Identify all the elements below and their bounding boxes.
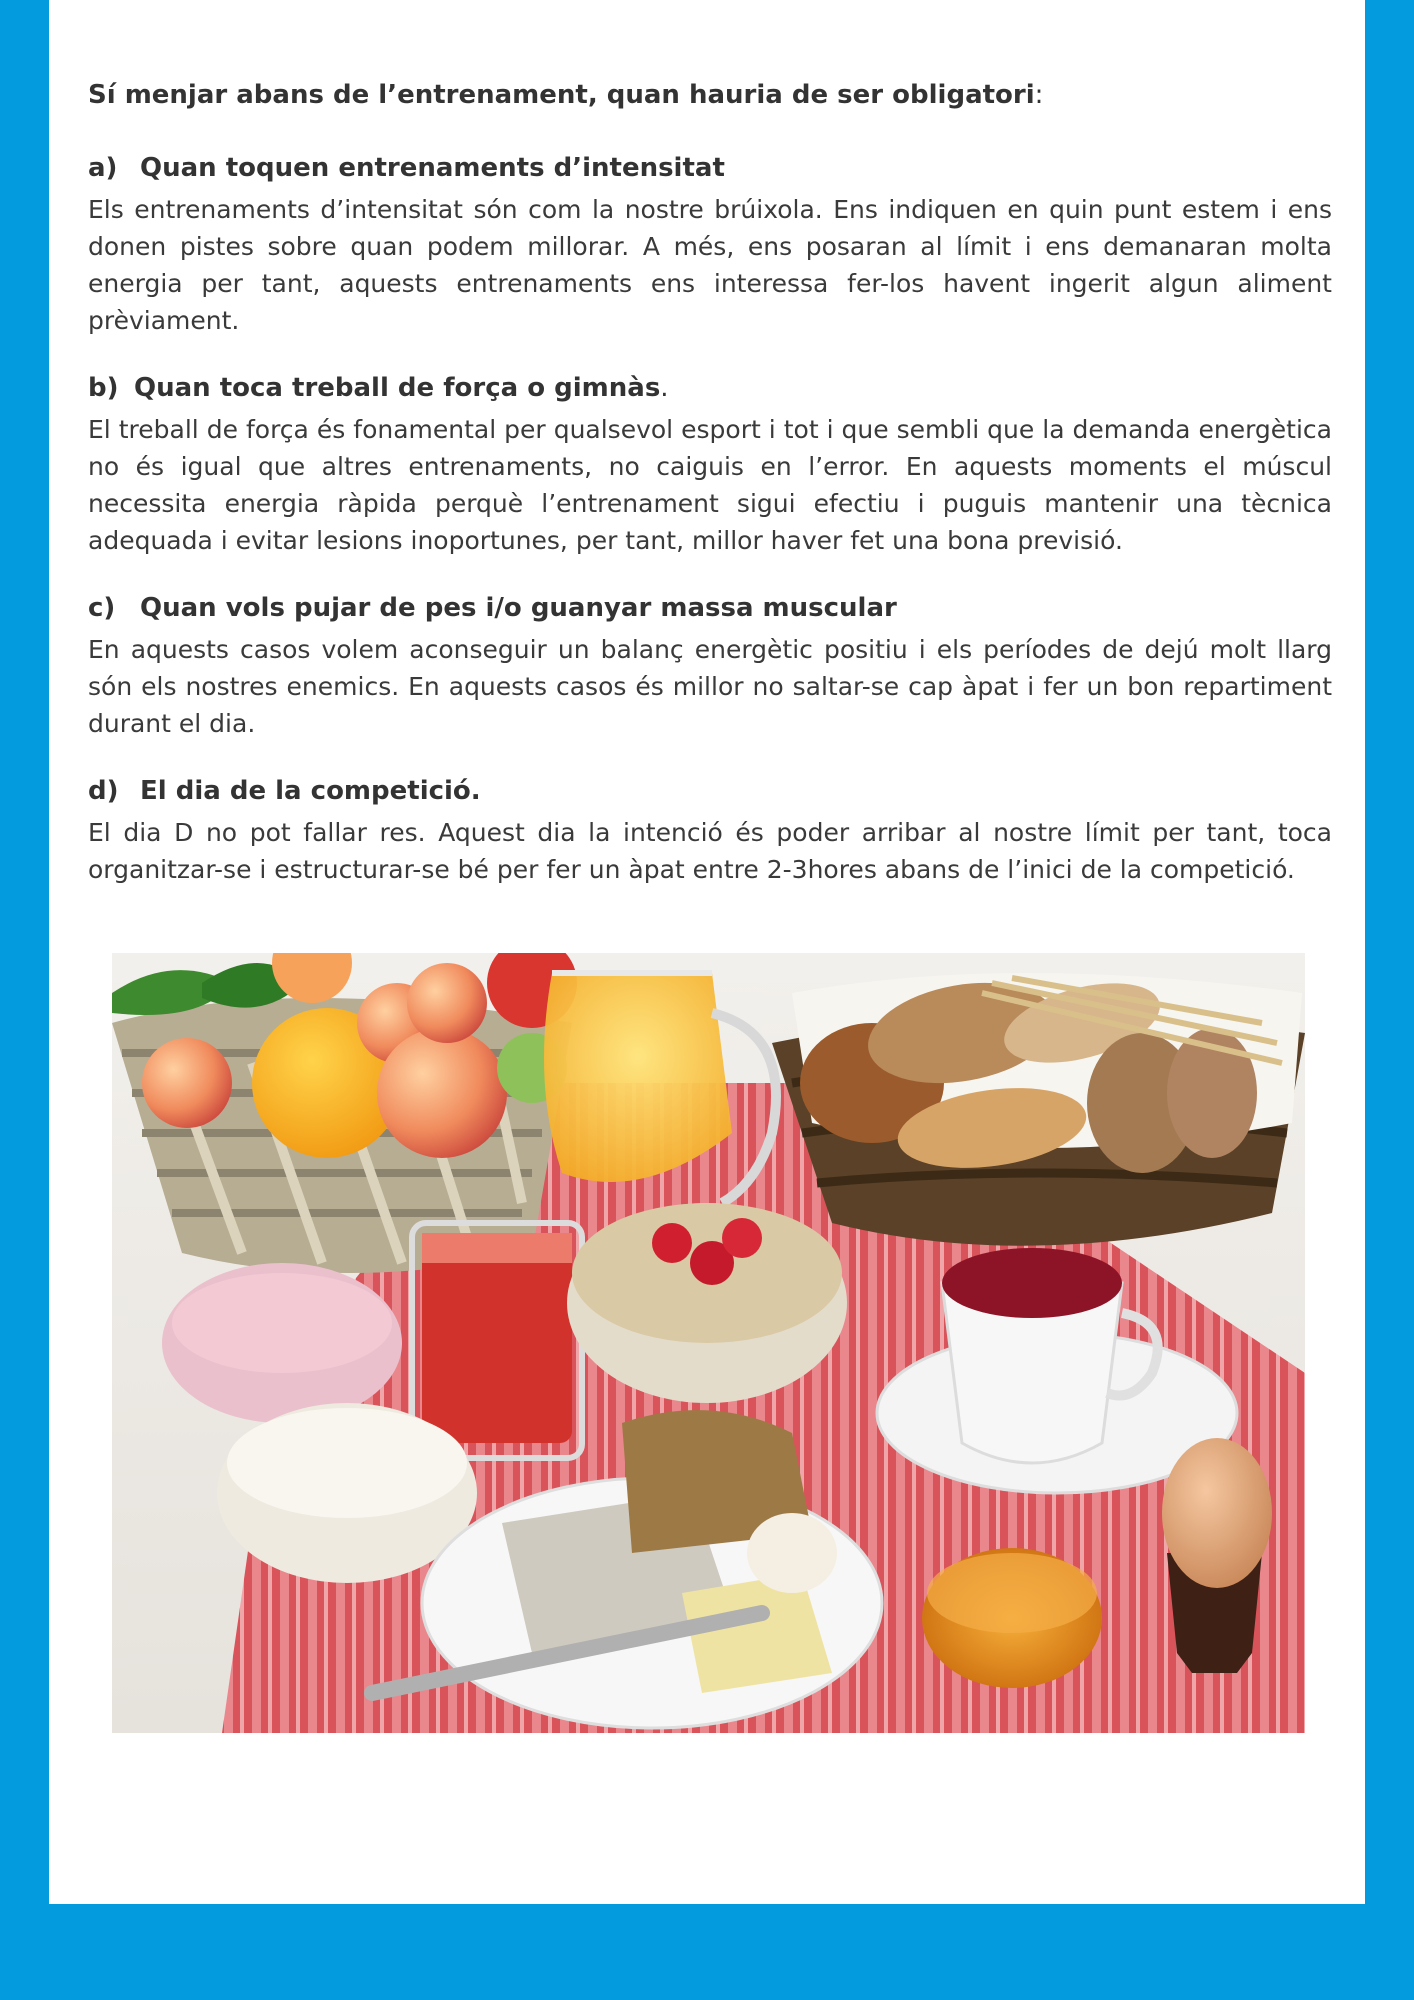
tomato-juice-glass <box>412 1223 582 1458</box>
section-b-body: El treball de força és fonamental per qualsevol esport i tot i que sembli que la demanda energètica no és igual que altres entrenaments, no caiguis en l’error. En aquests moments el múscul necessita energia ràpida perquè l’entrenament sigui efectiu i puguis mantenir una tècnica adequada i evitar lesions inoportunes, per tant, millor haver fet una bona previsió. <box>88 415 1332 555</box>
section-d-heading <box>88 768 1332 814</box>
document-content <box>88 71 1332 914</box>
breakfast-photo <box>112 953 1305 1733</box>
section-b-trail: . <box>660 373 669 403</box>
section-c-title: Quan vols pujar de pes i/o guanyar massa muscular <box>140 593 897 623</box>
section-d <box>88 768 1332 888</box>
intro-colon: : <box>1034 80 1044 110</box>
section-a-title: Quan toquen entrenaments d’intensitat <box>140 153 725 183</box>
section-a <box>88 145 1332 339</box>
honey-bowl <box>922 1548 1102 1688</box>
section-c-heading <box>88 585 1332 631</box>
section-a-body: Els entrenaments d’intensitat són com la nostre brúixola. Ens indiquen en quin punt estem i ens donen pistes sobre quan podem millorar. A més, ens posaran al límit i ens demanaran molta energia per tant, aquests entrenaments ens interessa fer-los havent ingerit algun aliment prèviament. <box>88 195 1332 335</box>
muesli-bowl <box>567 1203 847 1403</box>
section-d-body: El dia D no pot fallar res. Aquest dia la intenció és poder arribar al nostre límit per tant, toca organitzar-se i estructurar-se bé per fer un àpat entre 2-3hores abans de l’inici de la competició. <box>88 818 1332 884</box>
section-b-heading <box>88 365 1332 411</box>
intro-heading <box>88 71 1332 119</box>
section-d-letter: d) <box>88 776 119 806</box>
section-d-title: El dia de la competició. <box>140 776 481 806</box>
section-c-body: En aquests casos volem aconseguir un balanç energètic positiu i els períodes de dejú molt llarg són els nostres enemics. En aquests casos és millor no saltar-se cap àpat i fer un bon repartiment durant el dia. <box>88 635 1332 738</box>
section-a-letter: a) <box>88 153 118 183</box>
section-b <box>88 365 1332 559</box>
section-a-heading <box>88 145 1332 191</box>
section-b-letter: b) <box>88 373 119 403</box>
section-b-title: Quan toca treball de força o gimnàs <box>134 373 661 403</box>
bread-basket <box>772 968 1305 1245</box>
section-c <box>88 585 1332 742</box>
intro-text: Sí menjar abans de l’entrenament, quan hauria de ser obligatori <box>88 80 1035 110</box>
section-c-letter: c) <box>88 593 116 623</box>
